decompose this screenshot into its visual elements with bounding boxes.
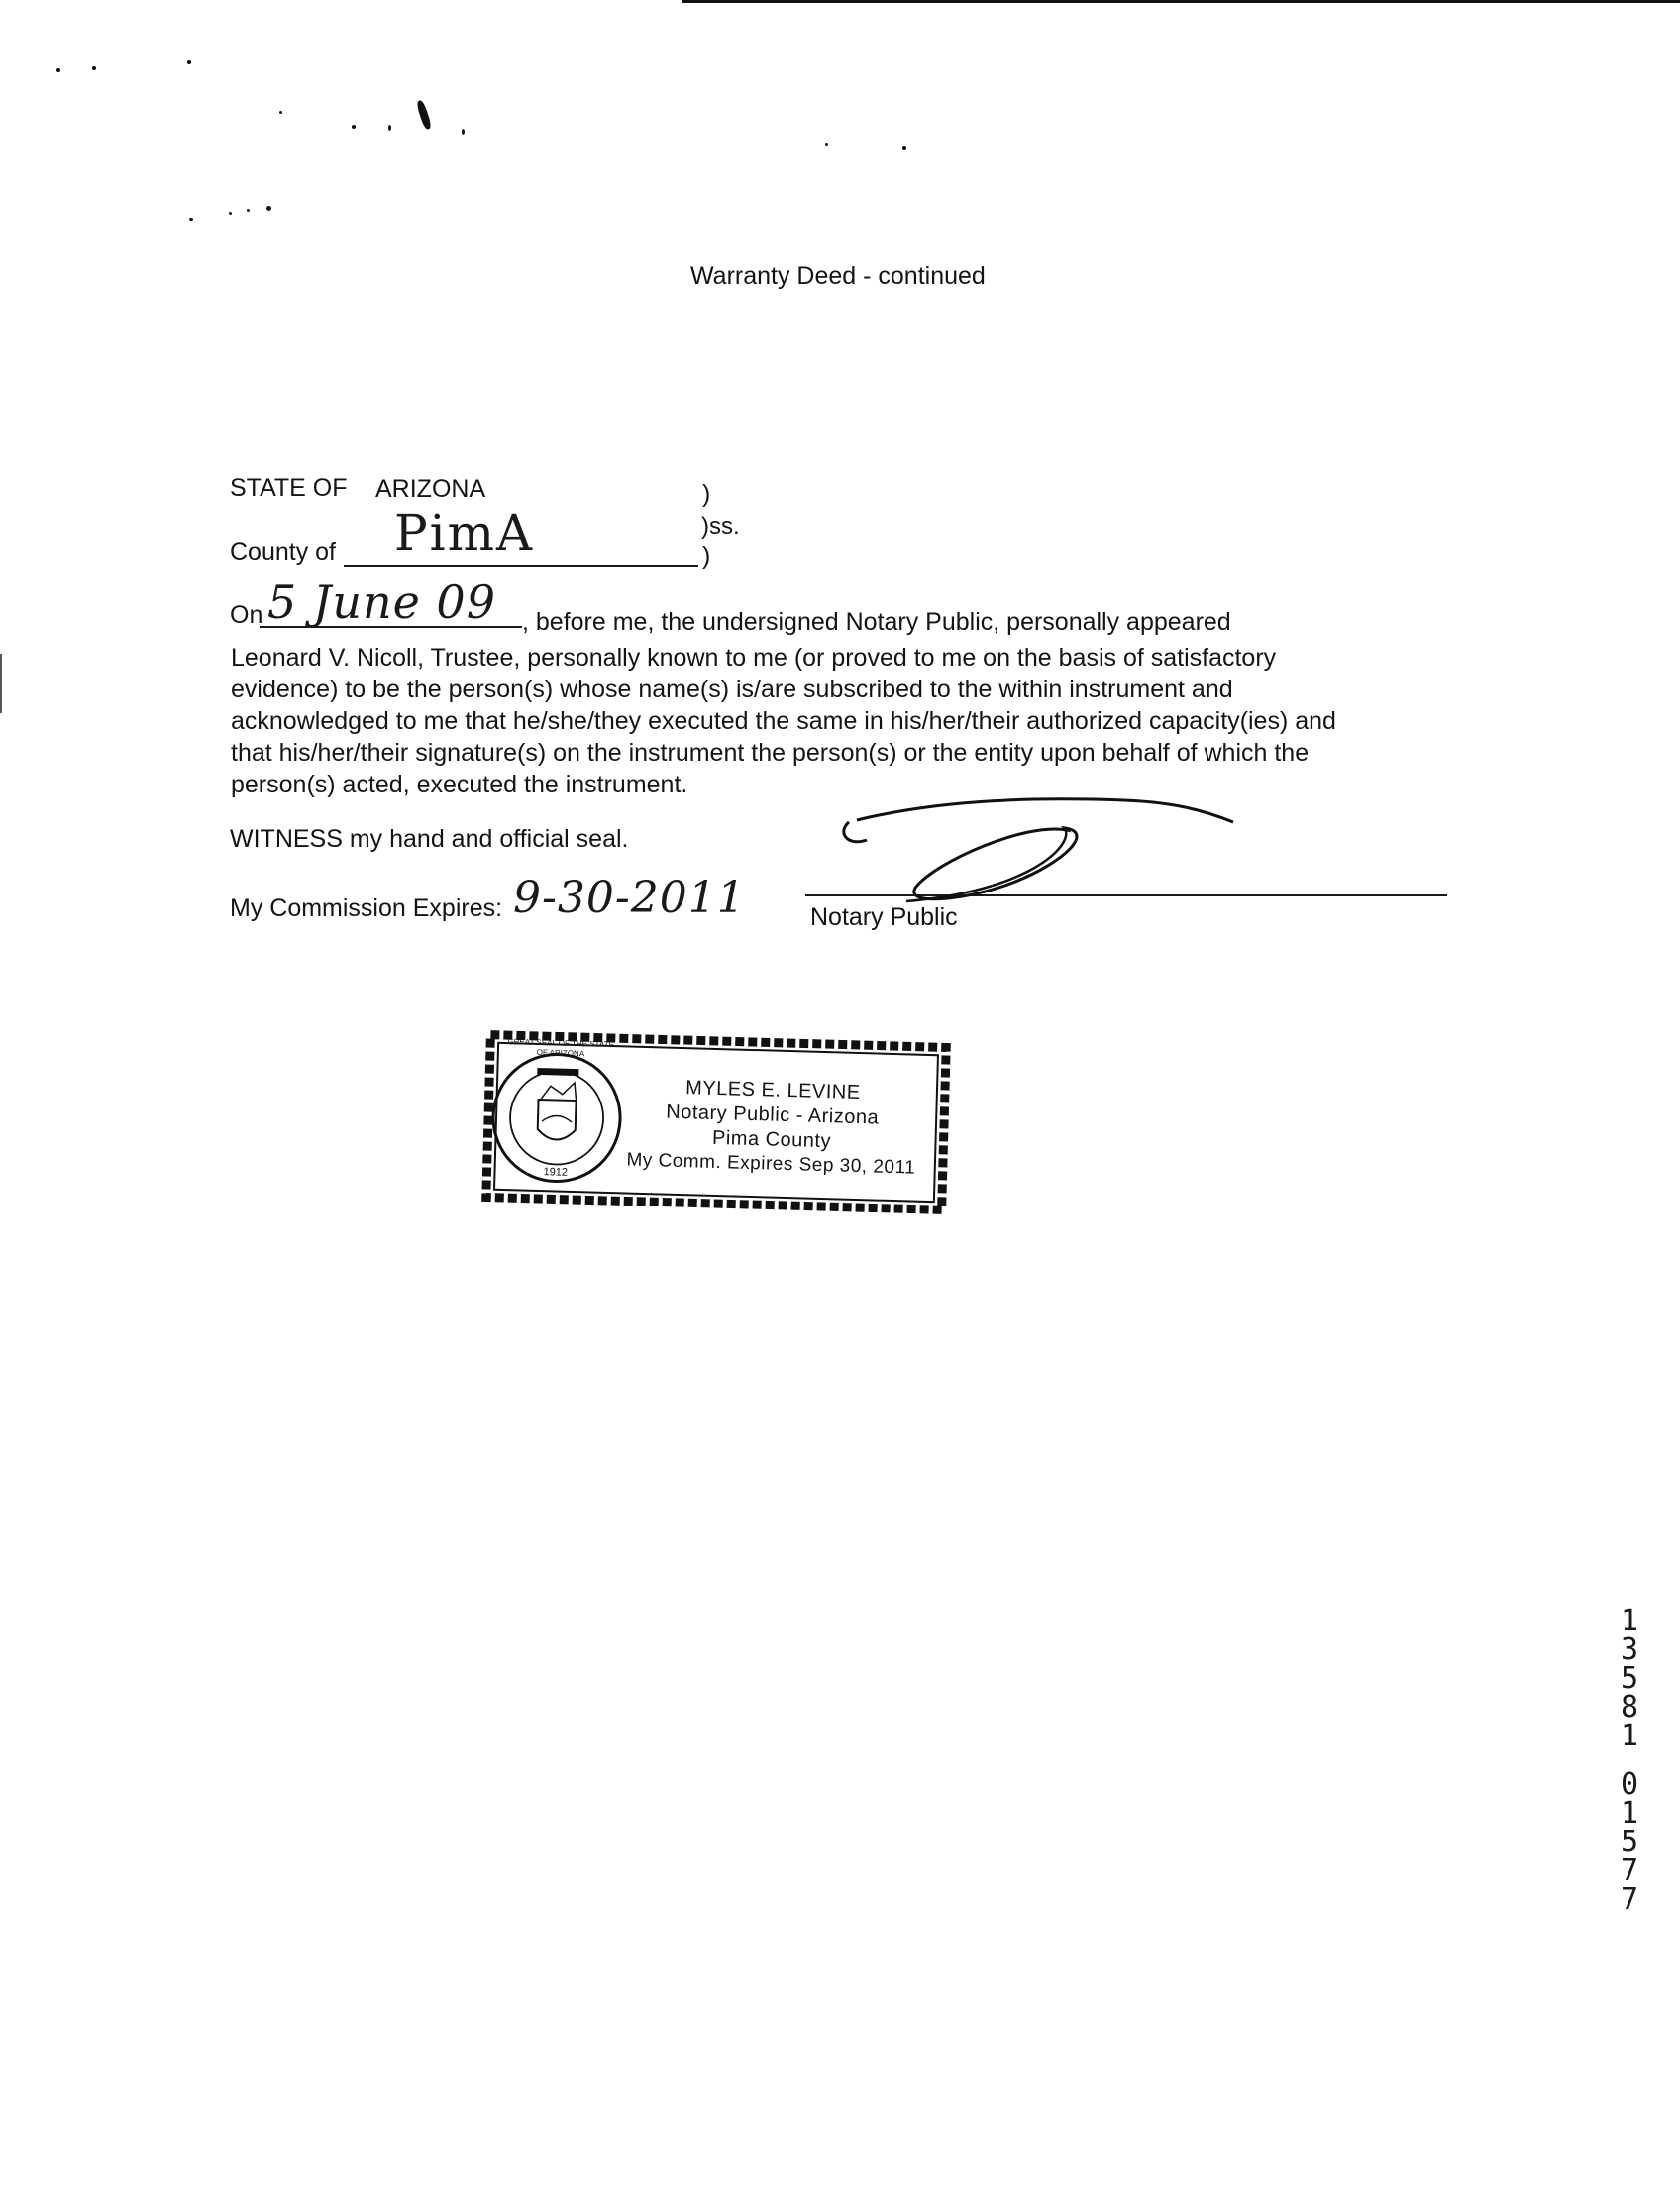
scan-speck <box>388 125 391 131</box>
stamp-county: Pima County <box>711 1126 832 1153</box>
scan-speck <box>352 125 356 129</box>
document-heading: Warranty Deed - continued <box>690 262 986 290</box>
stamp-expiration: My Comm. Expires Sep 30, 2011 <box>626 1149 916 1179</box>
scan-speck <box>92 66 96 70</box>
recording-digit: 5 <box>1620 1825 1639 1859</box>
venue-ss: )ss. <box>701 513 740 540</box>
recording-digit: 7 <box>1620 1853 1639 1888</box>
scan-edge-line <box>682 0 1680 3</box>
ack-line-6: person(s) acted, executed the instrument. <box>231 771 688 798</box>
notary-signature <box>827 792 1243 911</box>
scan-speck <box>825 143 828 146</box>
venue-paren-open: ) <box>702 480 711 508</box>
scan-speck <box>462 129 465 135</box>
recording-digit: 1 <box>1620 1719 1639 1753</box>
recording-digit: 7 <box>1620 1882 1639 1917</box>
ack-line-2: Leonard V. Nicoll, Trustee, personally known to me (or proved to me on the basis of satisfactory <box>231 644 1277 672</box>
seal-ring-text: GREAT SEAL OF THE STATE OF ARIZONA <box>507 1037 614 1059</box>
recording-digit: 8 <box>1620 1690 1639 1725</box>
scan-speck <box>187 60 191 64</box>
recording-digit: 1 <box>1620 1796 1639 1831</box>
scan-speck <box>247 209 250 212</box>
state-value: ARIZONA <box>375 475 486 503</box>
ack-line-3: evidence) to be the person(s) whose name(s) is/are subscribed to the within instrument and <box>231 676 1233 703</box>
commission-handwritten: 9-30-2011 <box>513 873 746 923</box>
state-label: STATE OF <box>230 474 348 502</box>
notary-stamp <box>480 1028 953 1215</box>
stamp-notary-name: MYLES E. LEVINE <box>684 1077 861 1104</box>
scan-speck <box>229 212 232 215</box>
on-label: On <box>230 601 263 629</box>
recording-number <box>1613 1604 1646 1917</box>
date-handwritten: 5 June 09 <box>267 576 496 629</box>
scan-speck <box>266 206 271 211</box>
commission-label: My Commission Expires: <box>230 894 503 922</box>
county-label: County of <box>230 538 337 566</box>
county-line <box>344 565 698 567</box>
scan-speck <box>189 218 193 221</box>
scan-speck <box>416 99 433 130</box>
recording-digit: 1 <box>1620 1604 1639 1638</box>
notary-label: Notary Public <box>810 903 958 931</box>
recording-digit: 3 <box>1620 1632 1639 1667</box>
venue-paren-close: ) <box>702 542 711 570</box>
ack-line-4: acknowledged to me that he/she/they executed the same in his/her/their authorized capacity(ies) and <box>231 707 1336 735</box>
scan-speck <box>56 68 60 72</box>
recording-digit: 5 <box>1620 1661 1639 1696</box>
witness-line: WITNESS my hand and official seal. <box>230 825 629 853</box>
ack-line-5: that his/her/their signature(s) on the instrument the person(s) or the entity upon behalf of which the <box>231 739 1310 767</box>
county-handwritten: PimA <box>394 504 535 562</box>
scan-speck <box>279 111 282 114</box>
seal-year: 1912 <box>543 1166 569 1179</box>
scan-left-edge <box>0 654 2 713</box>
scan-speck <box>902 146 906 150</box>
stamp-notary-title: Notary Public - Arizona <box>665 1101 880 1129</box>
ack-line-1: , before me, the undersigned Notary Public, personally appeared <box>522 608 1231 636</box>
recording-digit: 0 <box>1620 1767 1639 1802</box>
acknowledgement-paragraph <box>231 642 1410 800</box>
